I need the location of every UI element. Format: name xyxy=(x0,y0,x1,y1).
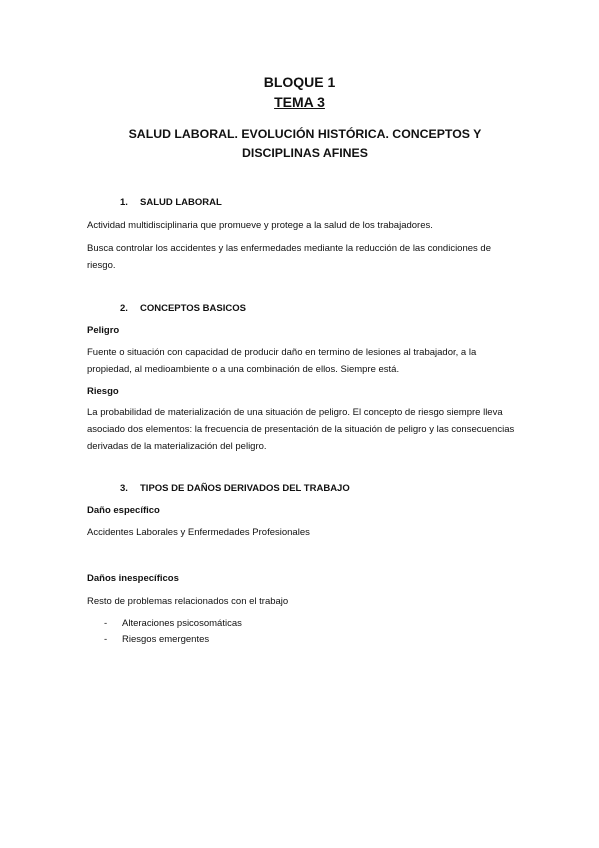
list-item xyxy=(104,634,209,646)
paragraph: Busca controlar los accidentes y las enfermedades mediante la reducción de las condiciones de riesgo. xyxy=(87,243,491,271)
section-number: 3. xyxy=(120,483,128,494)
section-number: 2. xyxy=(120,303,128,314)
paragraph: Actividad multidisciplinaria que promueve y protege a la salud de los trabajadores. xyxy=(87,220,433,231)
section-1-heading xyxy=(120,197,222,209)
section-title: SALUD LABORAL xyxy=(140,197,222,208)
list-item xyxy=(104,618,242,630)
section-title: TIPOS DE DAÑOS DERIVADOS DEL TRABAJO xyxy=(140,483,350,494)
subheading-peligro: Peligro xyxy=(87,325,120,336)
subheading-riesgo: Riesgo xyxy=(87,386,119,397)
paragraph: Accidentes Laborales y Enfermedades Profesionales xyxy=(87,527,310,538)
section-2-heading xyxy=(120,303,246,315)
subheading-dano-especifico: Daño específico xyxy=(87,505,160,516)
list-item-text: Riesgos emergentes xyxy=(122,634,210,645)
document-title: SALUD LABORAL. EVOLUCIÓN HISTÓRICA. CONCEPTOS Y DISCIPLINAS AFINES xyxy=(128,127,482,160)
section-3-heading xyxy=(120,483,350,495)
list-dash: - xyxy=(104,634,108,645)
paragraph: Fuente o situación con capacidad de producir daño en termino de lesiones al trabajador, a la propiedad, al medioambiente o a una combinación de ellos. Siempre está. xyxy=(87,347,477,375)
topic-heading: TEMA 3 xyxy=(274,94,325,110)
section-title: CONCEPTOS BASICOS xyxy=(140,303,246,314)
subheading-danos-inespecificos: Daños inespecíficos xyxy=(87,573,179,584)
paragraph: La probabilidad de materialización de una situación de peligro. El concepto de riesgo siempre lleva asociado dos elementos: la frecuencia de presentación de la situación de peligro y las consecuencias derivadas de la materialización del peligro. xyxy=(87,407,515,452)
section-number: 1. xyxy=(120,197,128,208)
block-heading: BLOQUE 1 xyxy=(263,74,336,90)
list-dash: - xyxy=(104,618,108,629)
list-item-text: Alteraciones psicosomáticas xyxy=(122,618,242,629)
paragraph: Resto de problemas relacionados con el trabajo xyxy=(87,596,289,607)
